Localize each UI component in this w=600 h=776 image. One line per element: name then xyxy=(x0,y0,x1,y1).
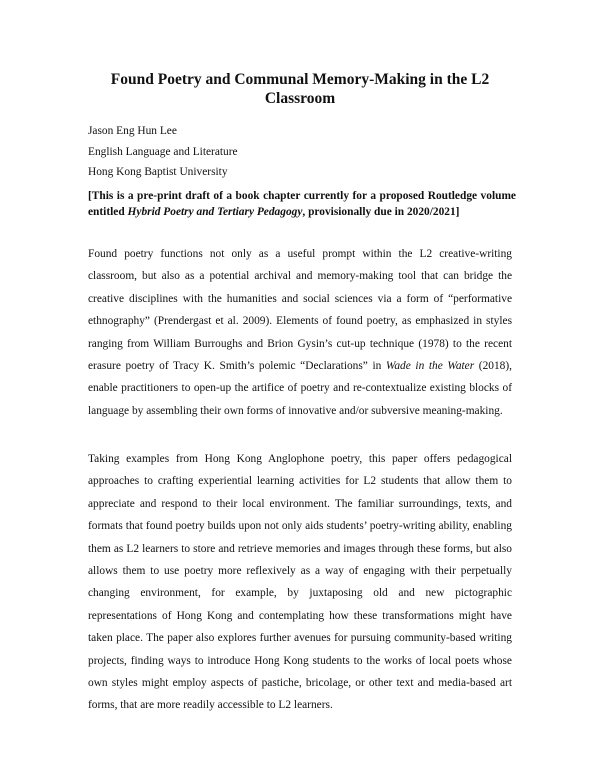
author-department: English Language and Literature xyxy=(88,145,238,158)
paragraph-1-tail: (2018), enable practitioners to open-up the artifice of poetry and re-contextualize existing blocks of language by assembling their own forms of innovative and/or subversive meaning-making. xyxy=(88,360,512,417)
paragraph-1-text: Found poetry functions not only as a useful prompt within the L2 creative-writing classroom, but also as a potential archival and memory-making tool that can bridge the creative disciplines with the humanities and social sciences via a form of “performative ethnography” (Prendergast et al. 2009). Elements of found poetry, as emphasized in styles ranging from William Burroughs and Brion Gysin’s cut-up technique (1978) to the recent erasure poetry of Tracy K. Smith’s polemic “Declarations” in xyxy=(88,248,512,373)
author-block xyxy=(88,121,238,183)
preprint-note-text: [This is a pre-print draft of a book chapter currently for a proposed Routledge volume entitled xyxy=(88,190,516,218)
preprint-note-tail: , provisionally due in 2020/2021] xyxy=(302,206,460,218)
paper-title: Found Poetry and Communal Memory-Making in the L2 Classroom xyxy=(110,71,490,107)
paragraph-2: Taking examples from Hong Kong Anglophone poetry, this paper offers pedagogical approaches to crafting experiential learning activities for L2 students that allow them to appreciate and respond to their local environment. The familiar surroundings, texts, and formats that found poetry builds upon not only aids students’ poetry-writing ability, enabling them as L2 learners to store and retrieve memories and images through these forms, but also allows them to use poetry more reflexively as a way of engaging with their perpetually changing environment, for example, by juxtaposing old and new pictographic representations of Hong Kong and contemplating how these transformations might have taken place. The paper also explores further avenues for pursuing community-based writing projects, finding ways to introduce Hong Kong students to the works of local poets whose own styles might employ aspects of pastiche, bricolage, or other text and media-based art forms, that are more readily accessible to L2 learners. xyxy=(88,453,512,712)
paragraph-1-book-title: Wade in the Water xyxy=(385,360,475,373)
preprint-note xyxy=(88,188,516,220)
preprint-note-book-title: Hybrid Poetry and Tertiary Pedagogy xyxy=(127,206,303,218)
author-institution: Hong Kong Baptist University xyxy=(88,166,228,178)
author-name: Jason Eng Hun Lee xyxy=(88,125,177,137)
paragraph-1 xyxy=(88,243,512,422)
